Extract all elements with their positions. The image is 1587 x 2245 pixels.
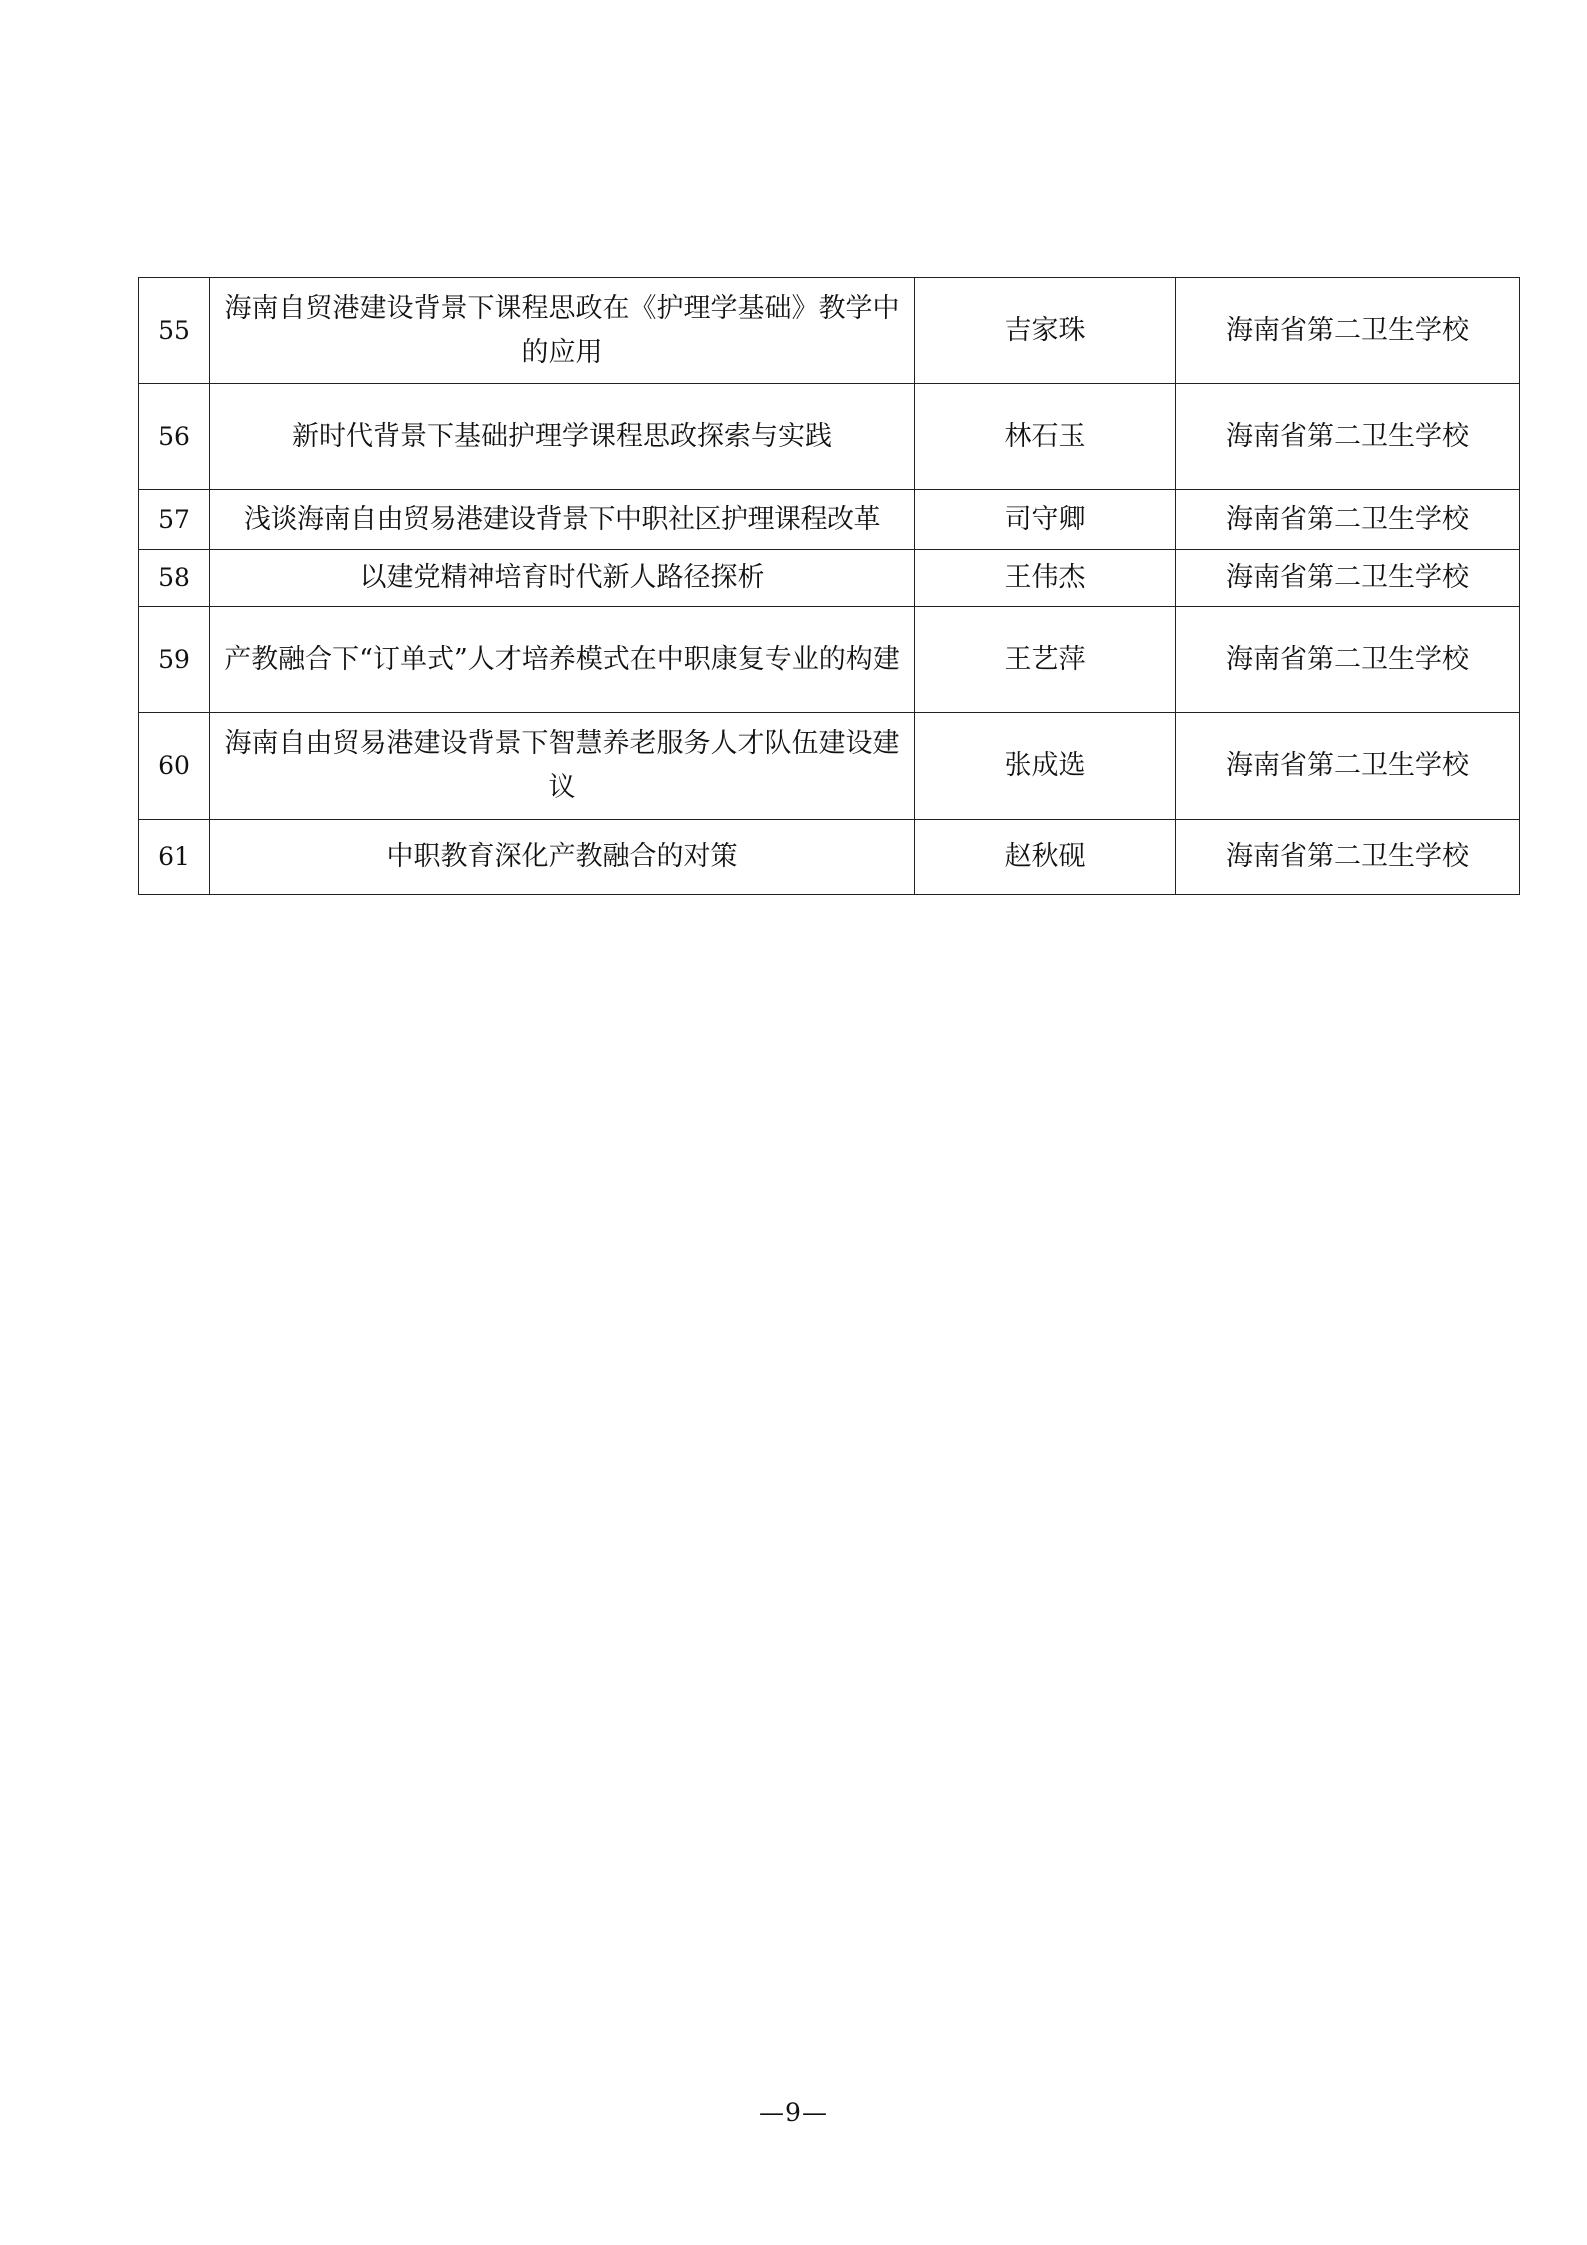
author-name: 王伟杰 [915, 550, 1176, 607]
paper-title: 中职教育深化产教融合的对策 [210, 820, 915, 895]
school-name: 海南省第二卫生学校 [1176, 607, 1520, 713]
paper-title: 海南自由贸易港建设背景下智慧养老服务人才队伍建设建议 [210, 713, 915, 820]
table-row [139, 384, 1520, 490]
paper-title: 以建党精神培育时代新人路径探析 [210, 550, 915, 607]
school-name: 海南省第二卫生学校 [1176, 820, 1520, 895]
row-number: 55 [139, 278, 210, 384]
school-name: 海南省第二卫生学校 [1176, 713, 1520, 820]
paper-title: 浅谈海南自由贸易港建设背景下中职社区护理课程改革 [210, 490, 915, 550]
table-row [139, 820, 1520, 895]
author-name: 司守卿 [915, 490, 1176, 550]
row-number: 58 [139, 550, 210, 607]
school-name: 海南省第二卫生学校 [1176, 490, 1520, 550]
award-list-table [138, 277, 1520, 895]
page-number: —9— [759, 2098, 828, 2127]
table-row [139, 490, 1520, 550]
author-name: 赵秋砚 [915, 820, 1176, 895]
row-number: 61 [139, 820, 210, 895]
table-row [139, 713, 1520, 820]
author-name: 吉家珠 [915, 278, 1176, 384]
paper-title: 产教融合下“订单式”人才培养模式在中职康复专业的构建 [210, 607, 915, 713]
table-row [139, 278, 1520, 384]
table-row [139, 550, 1520, 607]
paper-title: 海南自贸港建设背景下课程思政在《护理学基础》教学中的应用 [210, 278, 915, 384]
table-row [139, 607, 1520, 713]
paper-title: 新时代背景下基础护理学课程思政探索与实践 [210, 384, 915, 490]
school-name: 海南省第二卫生学校 [1176, 278, 1520, 384]
row-number: 57 [139, 490, 210, 550]
row-number: 59 [139, 607, 210, 713]
row-number: 60 [139, 713, 210, 820]
school-name: 海南省第二卫生学校 [1176, 384, 1520, 490]
author-name: 林石玉 [915, 384, 1176, 490]
author-name: 王艺萍 [915, 607, 1176, 713]
row-number: 56 [139, 384, 210, 490]
author-name: 张成选 [915, 713, 1176, 820]
school-name: 海南省第二卫生学校 [1176, 550, 1520, 607]
